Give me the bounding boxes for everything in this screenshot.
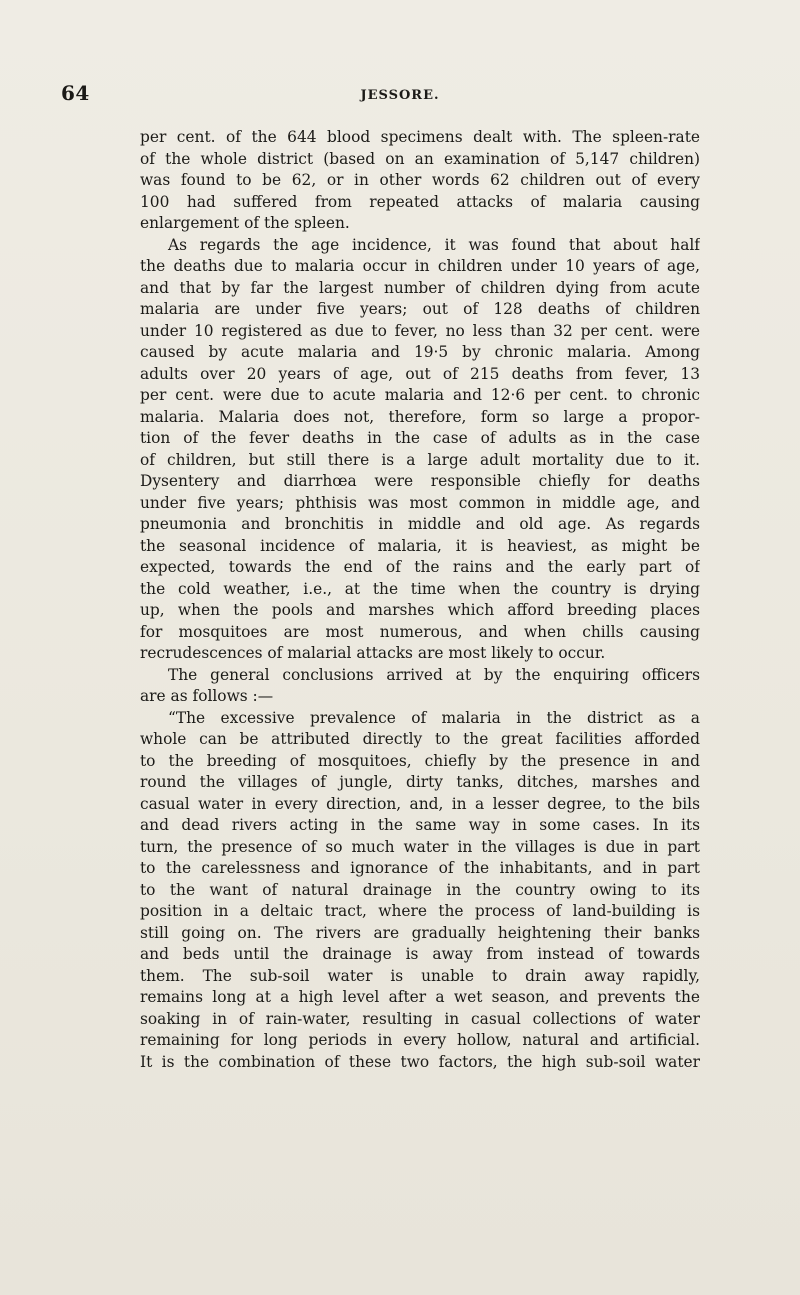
text-line: the cold weather, i.e., at the time when the country is drying bbox=[140, 579, 700, 598]
text-line: per cent. were due to acute malaria and 12·6 per cent. to chronic bbox=[140, 386, 700, 404]
text-line: It is the combination of these two factors, the high sub-soil water bbox=[140, 1052, 700, 1071]
text-line: remaining for long periods in every hollow, natural and artificial. bbox=[140, 1031, 700, 1049]
text-line: enlargement of the spleen. bbox=[140, 214, 350, 232]
text-line: them. The sub-soil water is unable to drain away rapidly, bbox=[140, 966, 700, 985]
body-text bbox=[140, 127, 700, 1073]
page-number: 64 bbox=[61, 81, 90, 105]
text-line: the deaths due to malaria occur in children under 10 years of age, bbox=[140, 257, 700, 275]
text-line: the seasonal incidence of malaria, it is heaviest, as might be bbox=[140, 536, 700, 555]
text-line: whole can be attributed directly to the great facilities afforded bbox=[140, 730, 700, 748]
text-line: for mosquitoes are most numerous, and when chills causing bbox=[140, 622, 700, 641]
text-line: and beds until the drainage is away from instead of towards bbox=[140, 945, 700, 963]
text-line: As regards the age incidence, it was found that about half bbox=[168, 235, 700, 254]
text-line: pneumonia and bronchitis in middle and old age. As regards bbox=[140, 515, 700, 533]
text-line: “The excessive prevalence of malaria in the district as a bbox=[168, 708, 700, 727]
text-line: and dead rivers acting in the same way in some cases. In its bbox=[140, 816, 700, 834]
text-line: expected, towards the end of the rains and the early part of bbox=[140, 558, 700, 576]
running-head: JESSORE. bbox=[360, 88, 440, 103]
text-line: caused by acute malaria and 19·5 by chronic malaria. Among bbox=[140, 343, 700, 361]
text-line: malaria are under five years; out of 128 deaths of children bbox=[140, 300, 700, 318]
text-line: under five years; phthisis was most common in middle age, and bbox=[140, 493, 700, 512]
text-line: of children, but still there is a large adult mortality due to it. bbox=[140, 450, 700, 469]
text-line: malaria. Malaria does not, therefore, form so large a propor- bbox=[140, 407, 700, 426]
text-line: to the want of natural drainage in the country owing to its bbox=[140, 880, 700, 899]
text-line: per cent. of the 644 blood specimens dealt with. The spleen-rate bbox=[140, 128, 700, 146]
text-line: remains long at a high level after a wet season, and prevents the bbox=[140, 988, 700, 1006]
text-line: 100 had suffered from repeated attacks of malaria causing bbox=[140, 192, 700, 211]
text-line: adults over 20 years of age, out of 215 deaths from fever, 13 bbox=[140, 364, 700, 383]
text-line: to the carelessness and ignorance of the inhabitants, and in part bbox=[140, 859, 700, 877]
text-line: The general conclusions arrived at by the enquiring officers bbox=[168, 665, 700, 684]
text-line: are as follows :— bbox=[140, 687, 274, 705]
text-line: Dysentery and diarrhœa were responsible chiefly for deaths bbox=[140, 472, 700, 490]
text-line: still going on. The rivers are gradually heightening their banks bbox=[140, 923, 700, 942]
text-line: position in a deltaic tract, where the process of land-building is bbox=[140, 902, 700, 920]
text-line: to the breeding of mosquitoes, chiefly by the presence in and bbox=[140, 751, 700, 770]
text-line: and that by far the largest number of children dying from acute bbox=[140, 278, 700, 297]
text-line: was found to be 62, or in other words 62 children out of every bbox=[140, 171, 700, 189]
text-line: casual water in every direction, and, in a lesser degree, to the bils bbox=[140, 794, 700, 813]
text-line: tion of the fever deaths in the case of adults as in the case bbox=[140, 429, 700, 447]
text-line: of the whole district (based on an examination of 5,147 children) bbox=[140, 149, 700, 168]
text-line: soaking in of rain-water, resulting in casual collections of water bbox=[140, 1009, 700, 1028]
text-line: turn, the presence of so much water in the villages is due in part bbox=[140, 837, 700, 856]
text-line: up, when the pools and marshes which afford breeding places bbox=[140, 601, 700, 619]
text-line: under 10 registered as due to fever, no less than 32 per cent. were bbox=[140, 321, 700, 340]
text-line: round the villages of jungle, dirty tanks, ditches, marshes and bbox=[140, 773, 700, 791]
text-line: recrudescences of malarial attacks are most likely to occur. bbox=[140, 644, 606, 662]
